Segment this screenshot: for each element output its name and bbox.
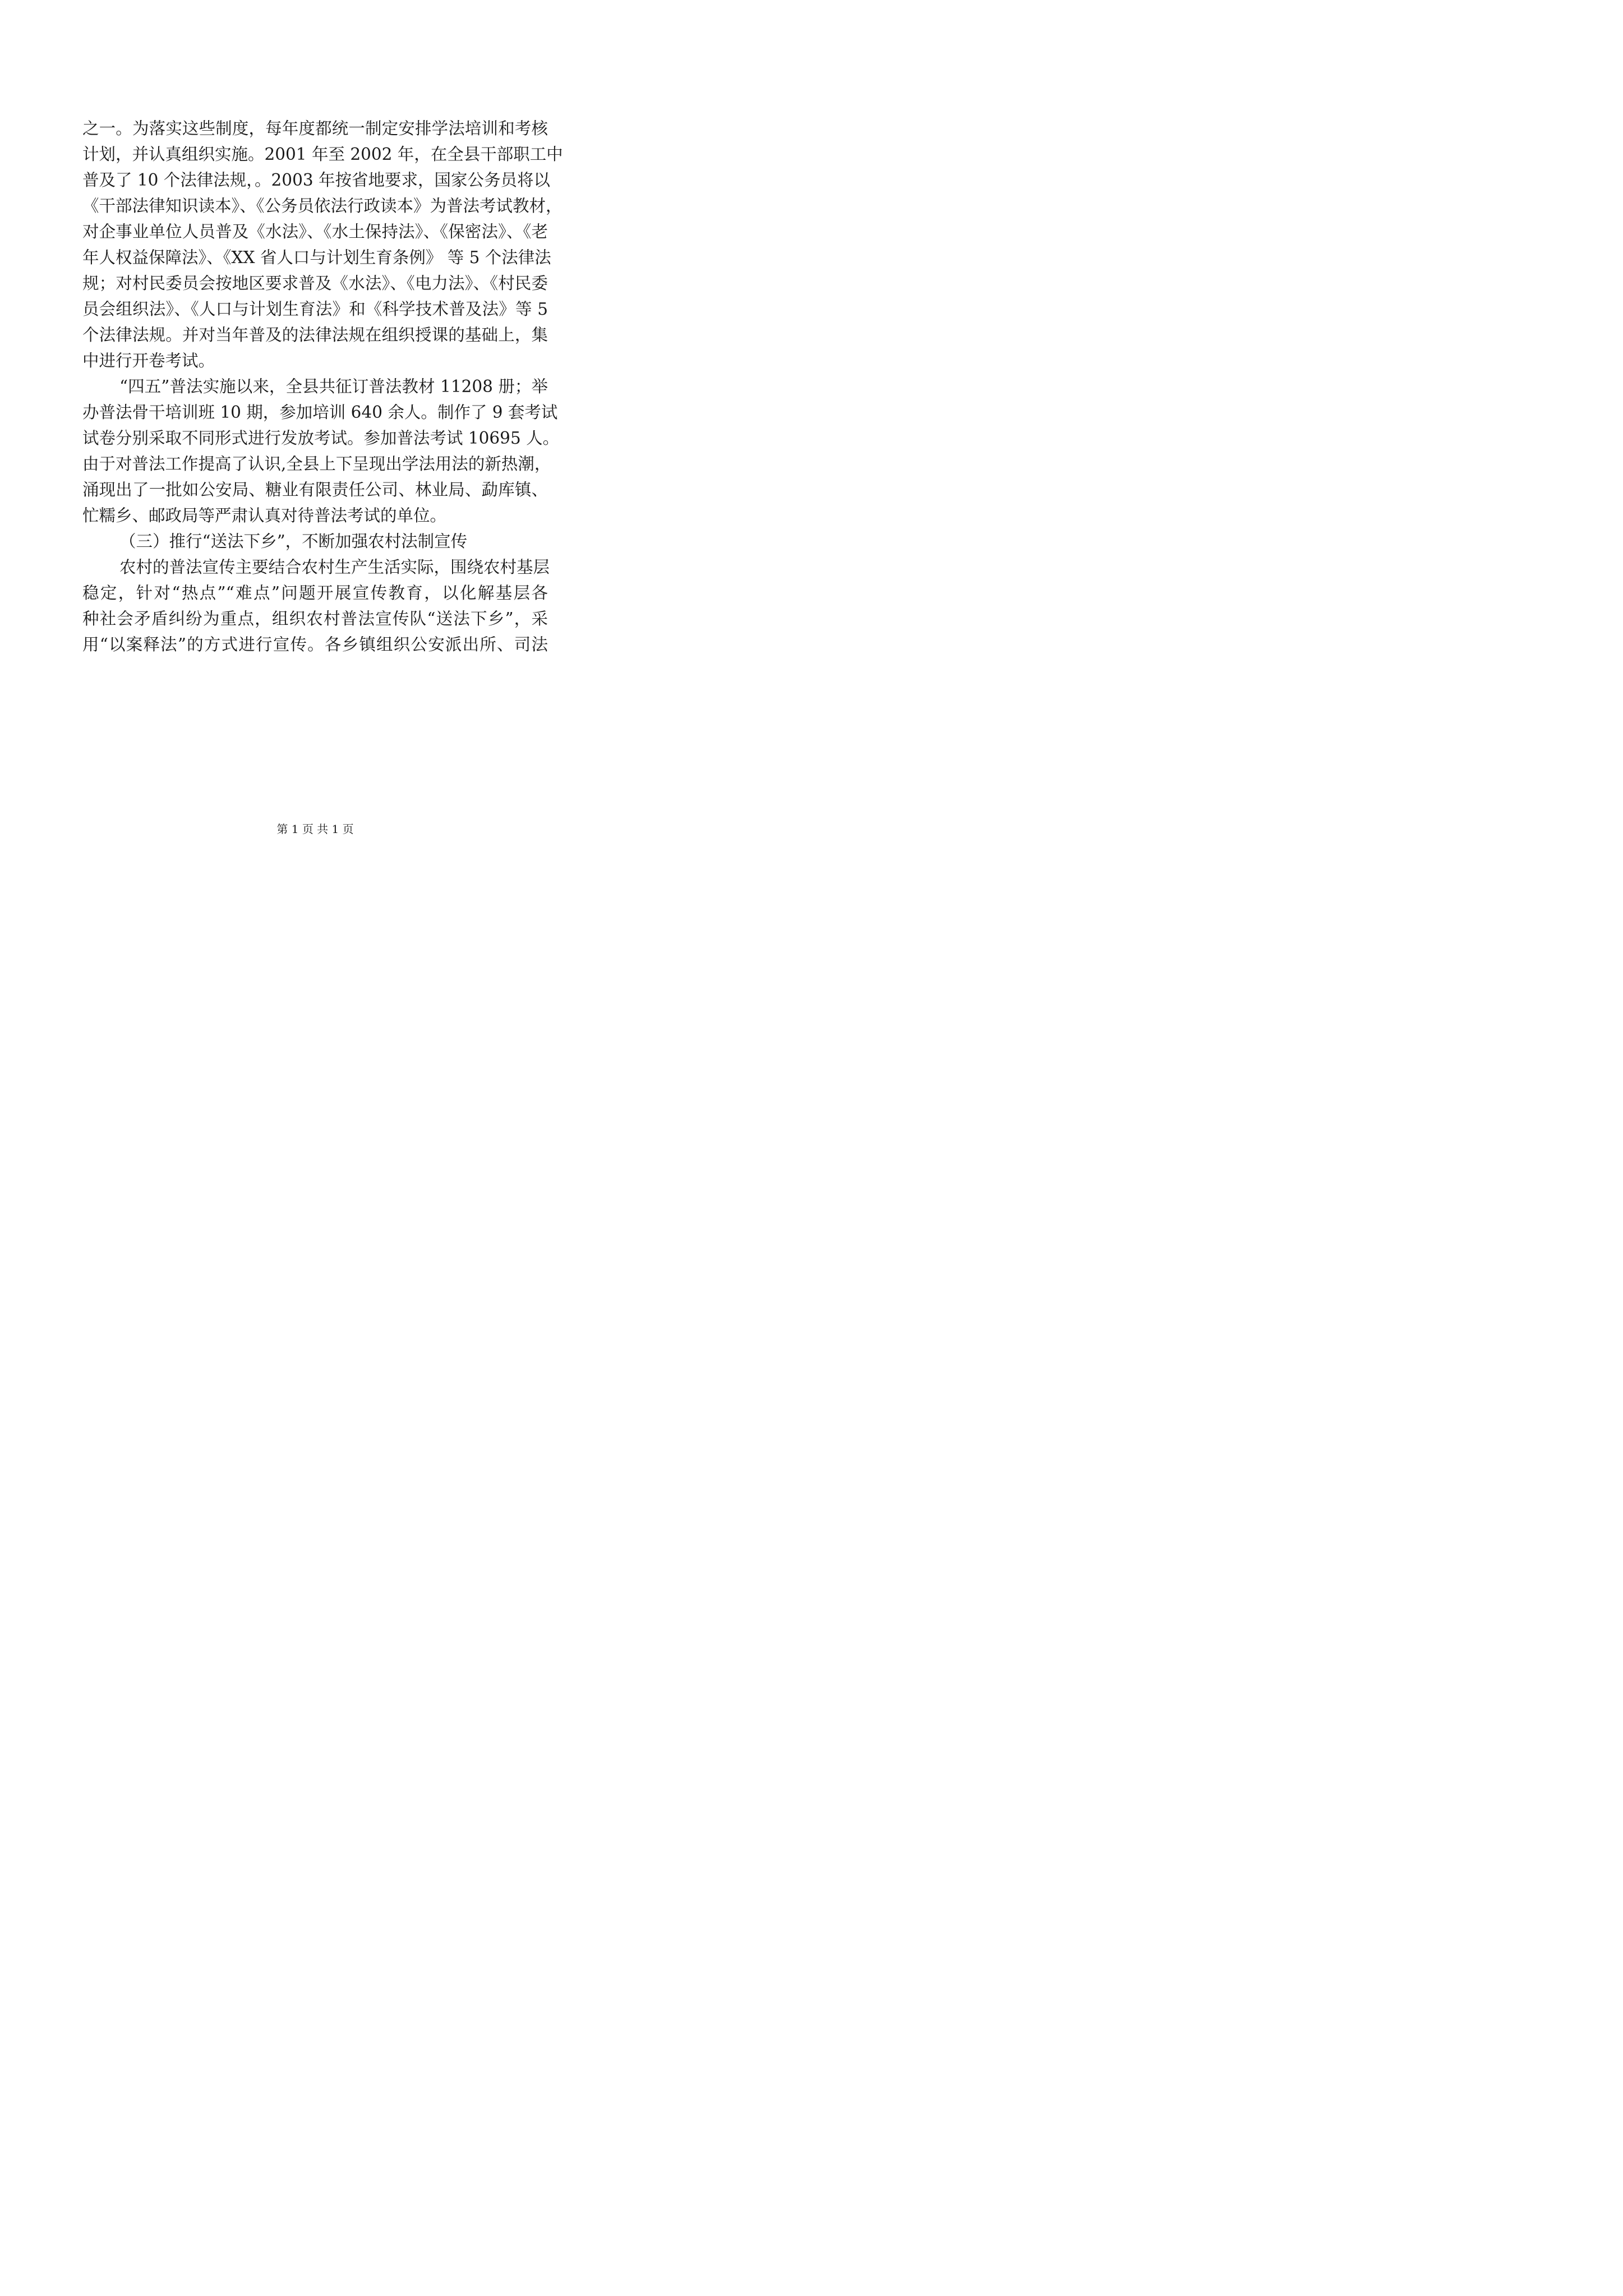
text-line: 《干部法律知识读本》、《公务员依法行政读本》为普法考试教材，: [82, 196, 562, 215]
text-line: 试卷分别采取不同形式进行发放考试。参加普法考试 10695 人。: [82, 429, 560, 448]
document-page: [0, 0, 630, 891]
text-line: 年人权益保障法》、《XX 省人口与计划生育条例》 等 5 个法律法: [82, 248, 551, 267]
text-line: 个法律法规。并对当年普及的法律法规在组织授课的基础上，集: [82, 325, 548, 344]
text-line: 用“以案释法”的方式进行宣传。各乡镇组织公安派出所、司法: [82, 635, 548, 654]
page-footer: [0, 822, 630, 836]
text-line: 由于对普法工作提高了认识,全县上下呈现出学法用法的新热潮，: [82, 454, 551, 473]
text-line: “四五”普法实施以来，全县共征订普法教材 11208 册；举: [119, 377, 548, 396]
section-heading: [82, 528, 548, 554]
text-line: 之一。为落实这些制度，每年度都统一制定安排学法培训和考核: [82, 119, 548, 138]
text-line: 忙糯乡、邮政局等严肃认真对待普法考试的单位。: [82, 506, 447, 525]
paragraph-3: [82, 554, 548, 657]
document-body: [82, 116, 563, 657]
text-line: 员会组织法》、《人口与计划生育法》和《科学技术普及法》等 5: [82, 300, 548, 319]
text-line: 对企事业单位人员普及《水法》、《水土保持法》、《保密法》、《老: [82, 222, 548, 241]
paragraph-2: [82, 374, 560, 528]
page-number-label: 第 1 页 共 1 页: [276, 822, 354, 836]
text-line: 种社会矛盾纠纷为重点，组织农村普法宣传队“送法下乡”，采: [82, 609, 548, 628]
text-line: 办普法骨干培训班 10 期，参加培训 640 余人。制作了 9 套考试: [82, 403, 558, 422]
section-heading-text: （三）推行“送法下乡”，不断加强农村法制宣传: [119, 532, 468, 551]
text-line: 农村的普法宣传主要结合农村生产生活实际，围绕农村基层: [119, 558, 550, 577]
text-line: 中进行开卷考试。: [82, 351, 215, 370]
text-line: 涌现出了一批如公安局、糖业有限责任公司、林业局、勐库镇、: [82, 480, 548, 499]
paragraph-1: [82, 116, 563, 374]
text-line: 计划，并认真组织实施。2001 年至 2002 年，在全县干部职工中: [82, 145, 563, 164]
text-line: 普及了 10 个法律法规，。2003 年按省地要求，国家公务员将以: [82, 171, 550, 190]
text-line: 规；对村民委员会按地区要求普及《水法》、《电力法》、《村民委: [82, 274, 548, 293]
text-line: 稳定，针对“热点”“难点”问题开展宣传教育，以化解基层各: [82, 583, 548, 602]
